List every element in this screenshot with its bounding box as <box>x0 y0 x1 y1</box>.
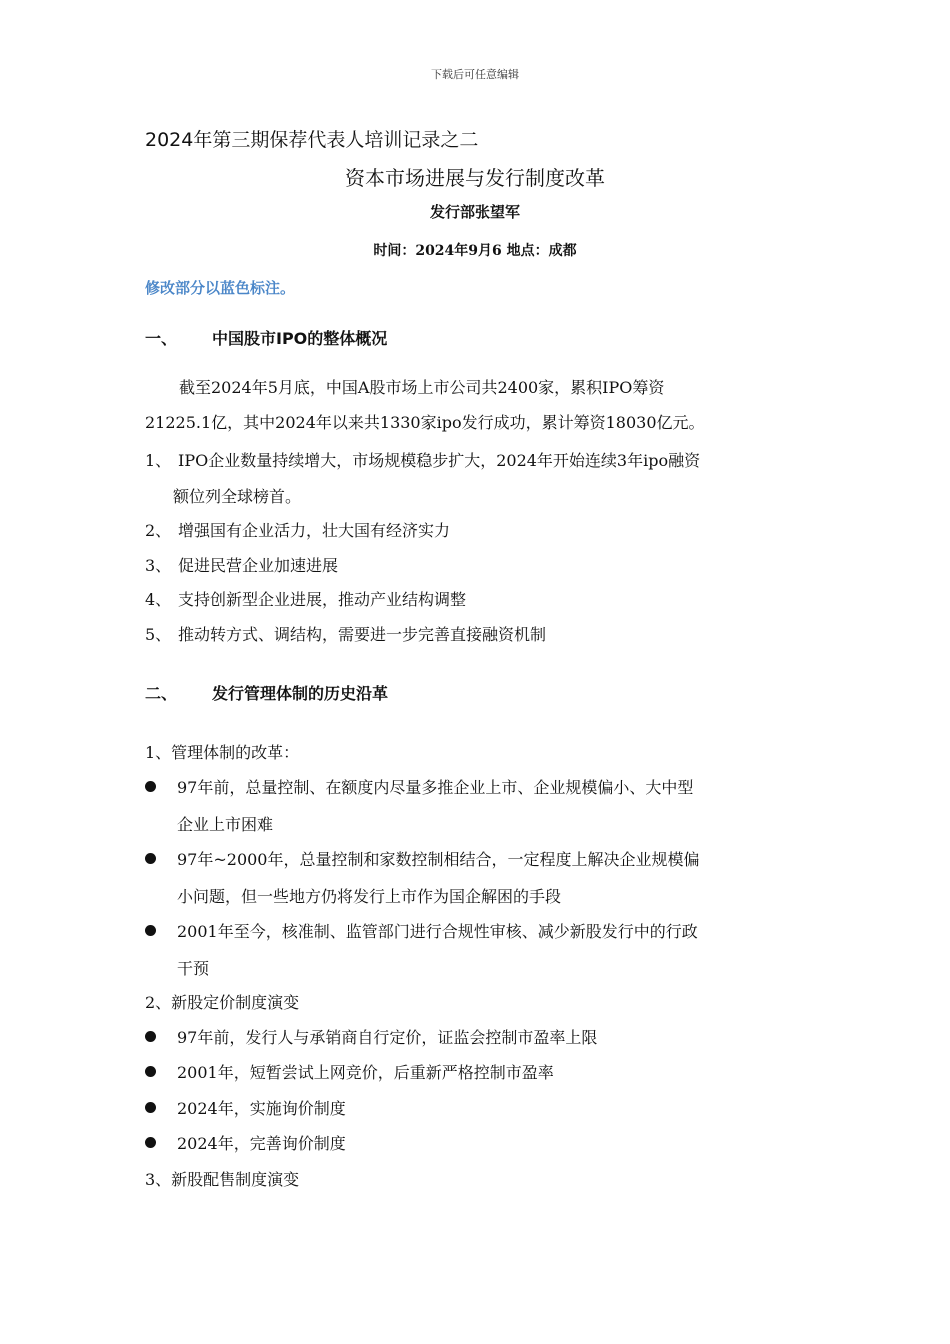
page-header: 下载后可任意编辑 <box>431 68 519 81</box>
list-item-number: 2、 <box>145 521 172 540</box>
list-item <box>145 448 815 470</box>
bullet-continuation: 企业上市困难 <box>177 815 274 834</box>
list-item <box>145 622 815 644</box>
subsection-3-title: 3、新股配售制度演变 <box>145 1170 300 1189</box>
bullet-text: 2001年，短暂尝试上网竞价，后重新严格控制市盈率 <box>177 1063 554 1082</box>
bullet-text: 2024年，完善询价制度 <box>177 1134 346 1153</box>
bullet-text: 2001年至今，核准制、监管部门进行合规性审核、减少新股发行中的行政 <box>177 922 698 941</box>
section-1-number: 一、 <box>145 329 178 348</box>
revision-note: 修改部分以蓝色标注。 <box>145 279 296 297</box>
document-title: 2024年第三期保荐代表人培训记录之二 <box>145 129 479 151</box>
bullet-icon <box>145 1066 156 1077</box>
document-subtitle: 资本市场进展与发行制度改革 <box>345 166 605 190</box>
bullet-continuation: 干预 <box>177 959 210 978</box>
author-line: 发行部张望军 <box>429 203 520 221</box>
bullet-text: 97年前，发行人与承销商自行定价，证监会控制市盈率上限 <box>177 1028 598 1047</box>
list-item-number: 5、 <box>145 625 172 644</box>
list-item-number: 1、 <box>145 451 172 470</box>
section-1-paragraph-line-1: 截至2024年5月底，中国A股市场上市公司共2400家，累积IPO筹资 <box>179 378 665 397</box>
bullet-item <box>145 847 815 869</box>
subsection-1-title: 1、管理体制的改革： <box>145 743 300 762</box>
section-2-heading <box>145 681 545 703</box>
bullet-icon <box>145 925 156 936</box>
section-1-heading <box>145 326 545 348</box>
bullet-text: 97年~2000年，总量控制和家数控制相结合，一定程度上解决企业规模偏 <box>177 850 700 869</box>
list-item-continuation: 额位列全球榜首。 <box>173 487 302 506</box>
time-place-line: 时间：2024年9月6 地点：成都 <box>373 243 577 259</box>
list-item-text: 增强国有企业活力，壮大国有经济实力 <box>178 521 451 540</box>
section-2-number: 二、 <box>145 684 178 703</box>
list-item-text: IPO企业数量持续增大，市场规模稳步扩大，2024年开始连续3年ipo融资 <box>178 451 701 470</box>
section-1-paragraph-line-2: 21225.1亿，其中2024年以来共1330家ipo发行成功，累计筹资18030亿元。 <box>145 413 705 432</box>
bullet-item <box>145 1025 815 1047</box>
bullet-icon <box>145 853 156 864</box>
bullet-continuation: 小问题，但一些地方仍将发行上市作为国企解困的手段 <box>177 887 562 906</box>
list-item-number: 3、 <box>145 556 172 575</box>
bullet-icon <box>145 1102 156 1113</box>
bullet-item <box>145 1060 815 1082</box>
bullet-item <box>145 1131 815 1153</box>
bullet-item <box>145 919 815 941</box>
bullet-item <box>145 775 815 797</box>
bullet-item <box>145 1096 815 1118</box>
list-item <box>145 518 815 540</box>
list-item-number: 4、 <box>145 590 172 609</box>
bullet-icon <box>145 1137 156 1148</box>
bullet-text: 97年前，总量控制、在额度内尽量多推企业上市、企业规模偏小、大中型 <box>177 778 694 797</box>
list-item-text: 推动转方式、调结构，需要进一步完善直接融资机制 <box>178 625 547 644</box>
section-1-title: 中国股市IPO的整体概况 <box>212 329 388 348</box>
list-item-text: 促进民营企业加速进展 <box>178 556 339 575</box>
list-item <box>145 553 815 575</box>
list-item-text: 支持创新型企业进展，推动产业结构调整 <box>178 590 467 609</box>
section-2-title: 发行管理体制的历史沿革 <box>212 684 389 703</box>
bullet-icon <box>145 1031 156 1042</box>
subsection-2-title: 2、新股定价制度演变 <box>145 993 300 1012</box>
bullet-icon <box>145 781 156 792</box>
list-item <box>145 587 815 609</box>
bullet-text: 2024年，实施询价制度 <box>177 1099 346 1118</box>
